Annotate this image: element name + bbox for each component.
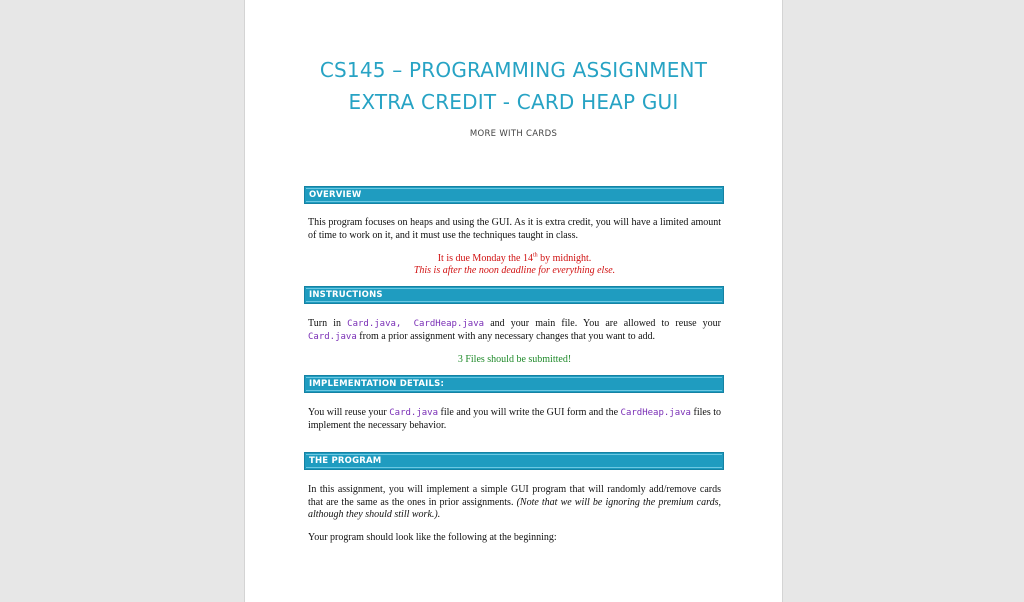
code-cardheap-java-impl: CardHeap.java — [620, 408, 691, 418]
program-text: In this assignment, you will implement a simple GUI program that will randomly add/remove cards that are the same as the ones in prior assignments. — [308, 484, 721, 508]
section-heading-overview: OVERVIEW — [304, 186, 724, 204]
code-cardheap-java: CardHeap.java — [413, 319, 485, 329]
impl-start: You will reuse your — [308, 407, 390, 418]
program-paragraph — [308, 484, 721, 522]
instructions-mid: and your main file. You are allowed to reuse your — [484, 318, 721, 329]
due-suffix: by midnight. — [537, 253, 592, 264]
due-prefix: It is due Monday the 14 — [437, 253, 533, 264]
due-superscript: th — [532, 252, 538, 259]
files-submitted-note: 3 Files should be submitted! — [457, 354, 572, 365]
due-date-notice — [308, 253, 721, 266]
document-subtitle: MORE WITH CARDS — [469, 129, 558, 139]
code-card-java-impl: Card.java — [389, 408, 439, 418]
section-heading-program: THE PROGRAM — [304, 452, 724, 470]
document-title-line1: CS145 – PROGRAMMING ASSIGNMENT — [319, 58, 708, 82]
document-title-line2: EXTRA CREDIT - CARD HEAP GUI — [348, 90, 679, 114]
impl-mid: file and you will write the GUI form and the — [438, 407, 621, 418]
program-note: (Note that we will be ignoring the premium cards, although they should still work.). — [308, 496, 721, 521]
impl-end: files to implement the necessary behavior. — [308, 407, 721, 431]
code-card-java: Card.java, — [347, 319, 402, 329]
section-heading-instructions: INSTRUCTIONS — [304, 286, 724, 304]
deadline-note: This is after the noon deadline for everything else. — [413, 265, 616, 276]
instructions-turn-in: Turn in — [308, 318, 348, 329]
implementation-paragraph — [308, 407, 721, 432]
instructions-end: from a prior assignment with any necessary changes that you want to add. — [356, 330, 656, 342]
instructions-paragraph — [308, 318, 721, 343]
section-heading-implementation: IMPLEMENTATION DETAILS: — [304, 375, 724, 393]
program-look-paragraph: Your program should look like the following at the beginning: — [308, 532, 557, 543]
document-page — [244, 0, 783, 602]
overview-paragraph: This program focuses on heaps and using the GUI. As it is extra credit, you will have a limited amount of time to work on it, and it must use the techniques taught in class. — [308, 217, 721, 241]
code-card-java-reuse: Card.java — [308, 331, 357, 342]
